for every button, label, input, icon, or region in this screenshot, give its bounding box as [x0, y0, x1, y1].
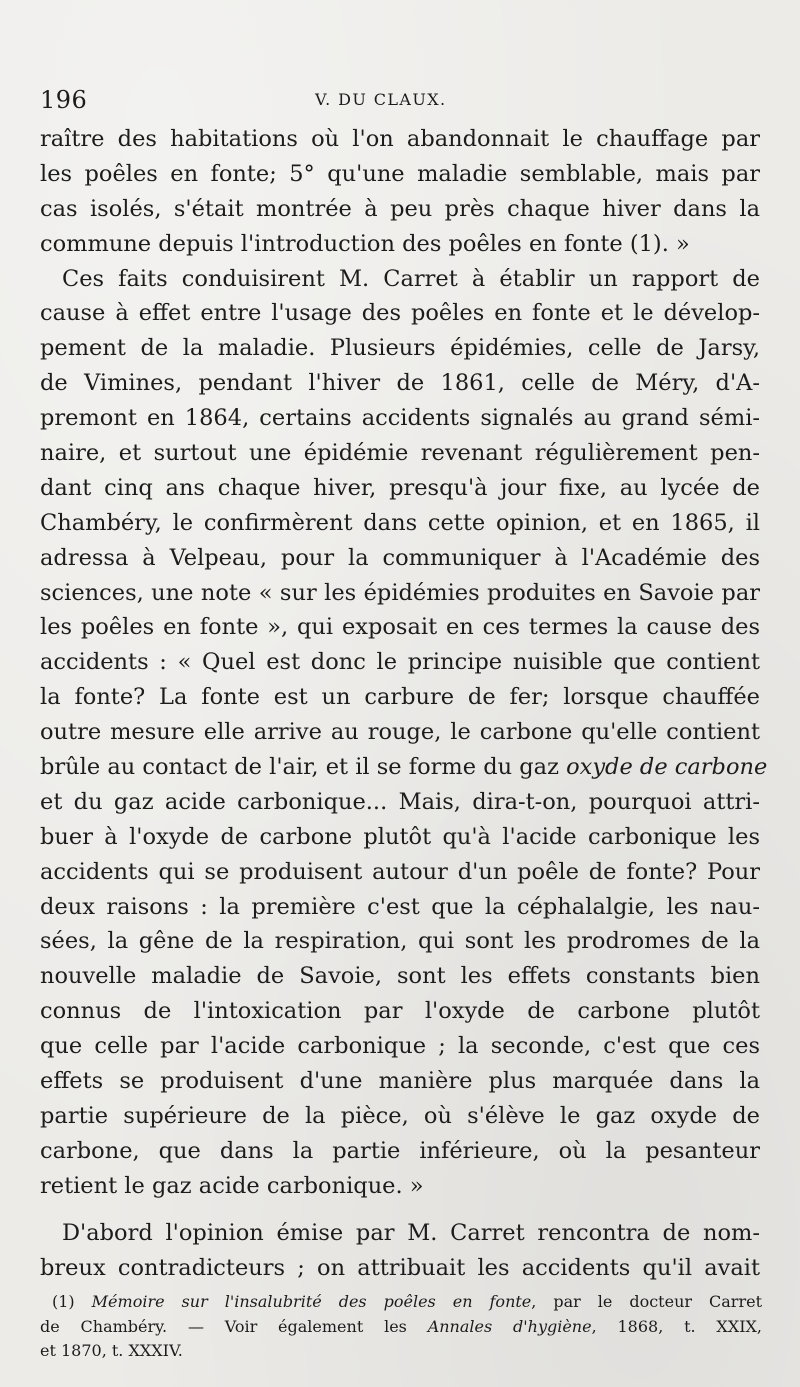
- text-line: effets se produisent d'une manière plus marquée dans la: [40, 1068, 760, 1095]
- text-line: premont en 1864, certains accidents signalés au grand sémi-: [40, 405, 760, 432]
- text-line-with-italic: [40, 750, 768, 785]
- page-number: 196: [40, 86, 88, 114]
- body-text: [40, 122, 768, 1285]
- text-line: nouvelle maladie de Savoie, sont les effets constants bien: [40, 963, 760, 990]
- text-line: pement de la maladie. Plusieurs épidémies, celle de Jarsy,: [40, 335, 760, 362]
- text-line: partie supérieure de la pièce, où s'élève le gaz oxyde de: [40, 1102, 760, 1129]
- text-line: Chambéry, le confirmèrent dans cette opinion, et en 1865, il: [40, 509, 760, 536]
- text-line: outre mesure elle arrive au rouge, le carbone qu'elle contient: [40, 719, 760, 746]
- paragraph-gap: [40, 1204, 760, 1216]
- footnote-text: de Chambéry. — Voir également les: [40, 1316, 428, 1336]
- running-head: V. DU CLAUX.: [315, 90, 447, 109]
- text-line: cas isolés, s'était montrée à peu près chaque hiver dans la: [40, 195, 760, 222]
- text-line: buer à l'oxyde de carbone plutôt qu'à l'acide carbonique les: [40, 823, 760, 850]
- text-line: sciences, une note « sur les épidémies produites en Savoie par: [40, 579, 760, 606]
- text-line: adressa à Velpeau, pour la communiquer à l'Académie des: [40, 544, 760, 571]
- text-line: la fonte? La fonte est un carbure de fer; lorsque chauffée: [40, 684, 760, 711]
- text-line: accidents qui se produisent autour d'un poêle de fonte? Pour: [40, 858, 760, 885]
- text-line: retient le gaz acide carbonique. »: [40, 1172, 424, 1199]
- text-line: raître des habitations où l'on abandonnait le chauffage par: [40, 126, 760, 152]
- text-line: D'abord l'opinion émise par M. Carret rencontra de nom-: [62, 1219, 760, 1246]
- footnote-title: Mémoire sur l'insalubrité des poêles en fonte: [91, 1292, 532, 1311]
- text-fragment: brûle au contact de l'air, et il se forme du gaz: [40, 754, 567, 781]
- text-line: cause à effet entre l'usage des poêles en fonte et le dévelop-: [40, 300, 760, 327]
- text-line: commune depuis l'introduction des poêles en fonte (1). »: [40, 230, 690, 257]
- footnote-journal: Annales d'hygiène: [427, 1316, 592, 1336]
- text-line: que celle par l'acide carbonique ; la seconde, c'est que ces: [40, 1033, 760, 1060]
- footnote: [40, 1290, 762, 1364]
- text-line: carbone, que dans la partie inférieure, où la pesanteur: [40, 1137, 760, 1164]
- text-line: et du gaz acide carbonique... Mais, dira-t-on, pourquoi attri-: [40, 788, 760, 815]
- text-line: breux contradicteurs ; on attribuait les accidents qu'il avait: [40, 1254, 760, 1281]
- footnote-line: [40, 1315, 762, 1340]
- text-line: les poêles en fonte; 5° qu'une maladie semblable, mais par: [40, 160, 760, 187]
- text-line: accidents : « Quel est donc le principe nuisible que contient: [40, 649, 760, 676]
- text-line: naire, et surtout une épidémie revenant régulièrement pen-: [40, 440, 760, 467]
- text-line: Ces faits conduisirent M. Carret à établir un rapport de: [62, 265, 760, 292]
- text-line: les poêles en fonte », qui exposait en ces termes la cause des: [40, 614, 760, 641]
- page-header: [40, 86, 760, 120]
- footnote-line: et 1870, t. XXXIV.: [40, 1341, 183, 1360]
- italic-term: oxyde de carbone: [566, 754, 768, 781]
- footnote-marker: (1): [52, 1292, 75, 1311]
- footnote-text: , 1868, t. XXIX,: [591, 1316, 763, 1336]
- footnote-line: [40, 1290, 762, 1315]
- text-line: deux raisons : la première c'est que la céphalalgie, les nau-: [40, 893, 760, 920]
- text-line: de Vimines, pendant l'hiver de 1861, celle de Méry, d'A-: [40, 370, 760, 397]
- text-line: dant cinq ans chaque hiver, presqu'à jour fixe, au lycée de: [40, 474, 760, 501]
- text-line: connus de l'intoxication par l'oxyde de carbone plutôt: [40, 998, 760, 1025]
- text-line: sées, la gêne de la respiration, qui sont les prodromes de la: [40, 928, 760, 955]
- footnote-text: , par le docteur Carret: [531, 1292, 763, 1311]
